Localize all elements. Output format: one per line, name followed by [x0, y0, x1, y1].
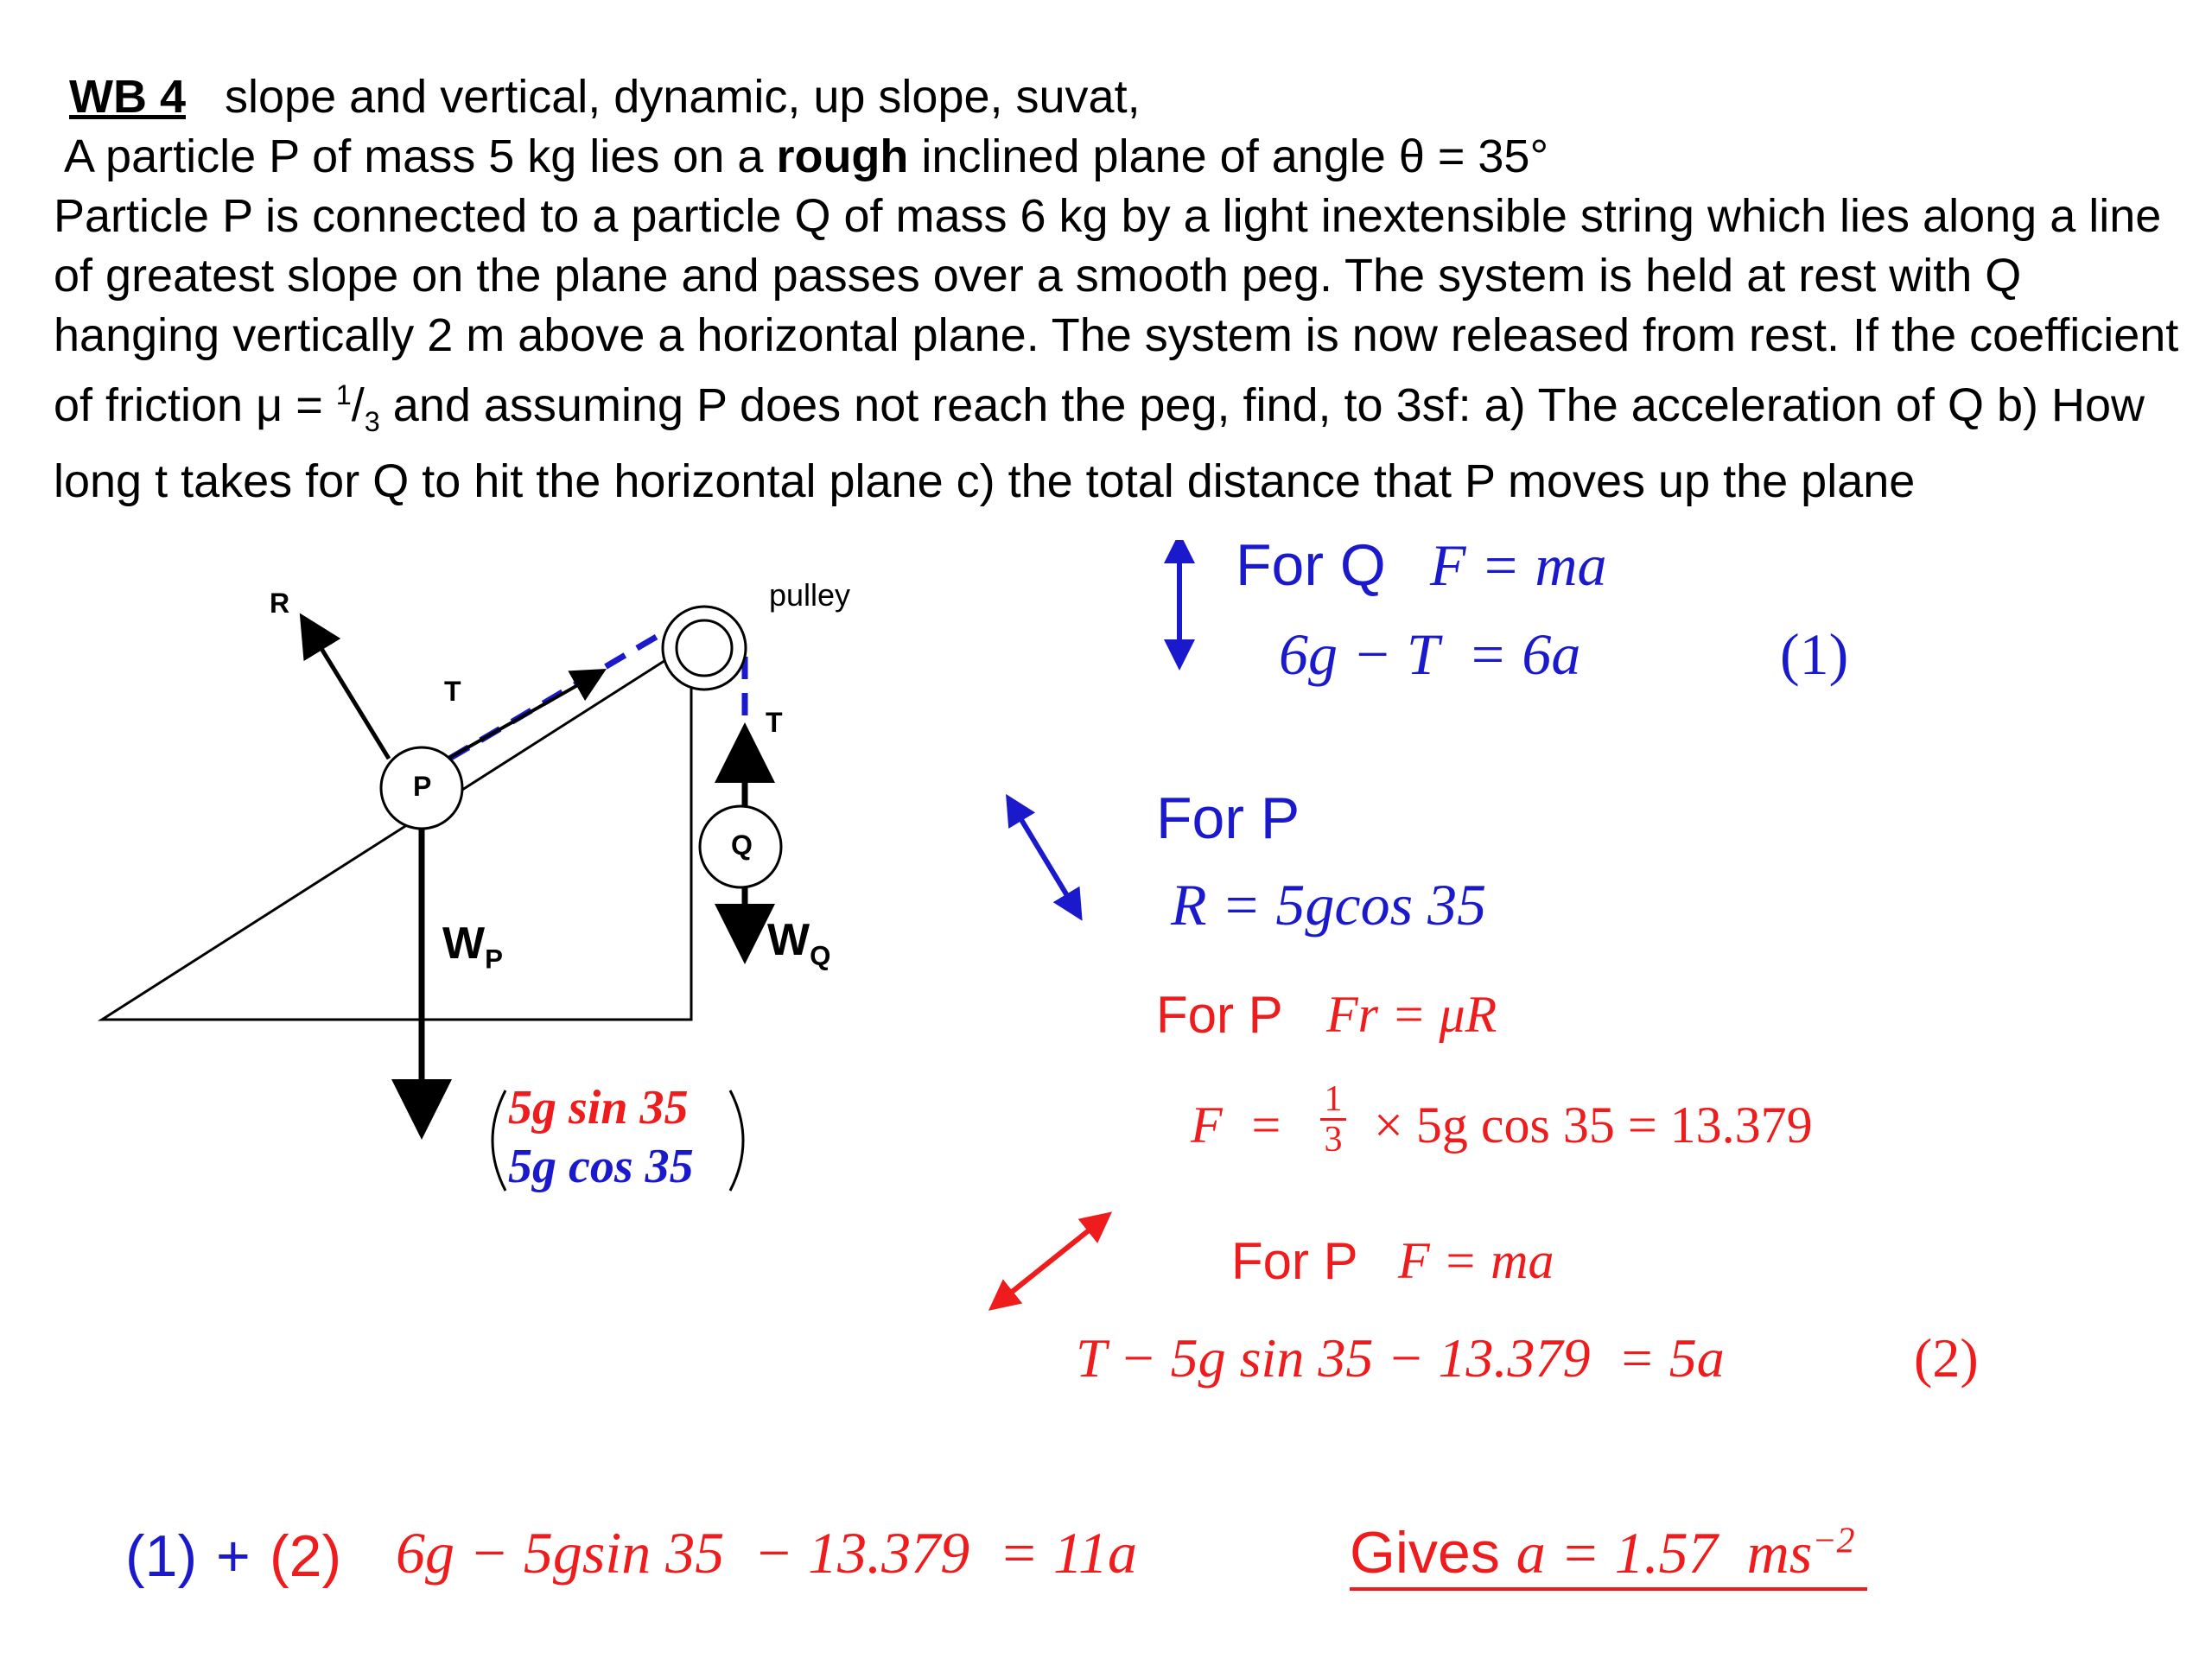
for-p-ma-equation: F = ma	[1398, 1232, 1554, 1289]
for-p-ma-label: For P	[1231, 1232, 1358, 1290]
worked-example-code: WB 4	[69, 71, 186, 123]
equation-2-tag: (2)	[1914, 1327, 1979, 1389]
topic-tags: slope and vertical, dynamic, up slope, suvat,	[225, 71, 1141, 123]
problem-bold-word: rough	[776, 130, 909, 182]
friction-denominator: 3	[1324, 1120, 1343, 1160]
vector-bracket-left	[493, 1090, 505, 1191]
problem-text: inclined plane of angle θ = 35°	[908, 130, 1549, 182]
problem-text: Particle P is connected to a particle Q of mass 6 kg by a light inextensible string which lies along a line of greatest slope on the plane and passes over a smooth peg. The system is held at rest with Q hanging vertically 2 m above a horizontal plane. The system is now released from rest. If the coefficient of friction μ =	[54, 190, 2179, 431]
friction-rhs: × 5g cos 35 = 13.379	[1374, 1096, 1813, 1154]
equation-1-tag: (1)	[1780, 621, 1849, 687]
mu-denominator: 3	[364, 405, 380, 437]
label-q: Q	[731, 830, 753, 861]
combined-equation: 6g − 5gsin 35 − 13.379 = 11a	[396, 1520, 1137, 1586]
label-wp	[442, 918, 503, 975]
label-pulley: pulley	[769, 577, 851, 613]
problem-text: A particle P of mass 5 kg lies on a	[64, 130, 777, 182]
friction-lhs: F =	[1191, 1096, 1284, 1154]
reaction-equation: R = 5gcos 35	[1171, 872, 1487, 938]
label-r: R	[270, 588, 290, 619]
updown-arrow-q	[1162, 540, 1197, 678]
for-p-label: For P	[1156, 785, 1300, 851]
slope-arrow	[1007, 1217, 1106, 1296]
result	[1350, 1519, 1867, 1591]
combine-eq1-ref: (1)	[125, 1523, 198, 1589]
perpendicular-arrow	[1018, 814, 1078, 914]
label-wq	[767, 914, 830, 971]
friction-fraction	[1320, 1080, 1346, 1159]
label-p: P	[413, 771, 432, 802]
vector-top: 5g sin 35	[508, 1081, 689, 1135]
combine-eq2-ref: (2)	[270, 1523, 342, 1589]
result-equation: a = 1.57 ms	[1516, 1520, 1813, 1586]
equation-1: 6g − T = 6a	[1279, 621, 1581, 687]
friction-law: Fr = μR	[1326, 986, 1497, 1043]
label-wp-sub: P	[485, 944, 503, 975]
reaction-arrow	[304, 620, 389, 759]
inclined-plane	[102, 644, 691, 1020]
label-wq-main: W	[767, 915, 810, 965]
for-q-equation: F = ma	[1430, 532, 1607, 598]
label-wp-main: W	[442, 918, 486, 969]
result-exponent: −2	[1812, 1521, 1855, 1561]
result-label: Gives	[1350, 1520, 1500, 1586]
direction-arrows	[950, 518, 1158, 1313]
problem-body: Particle P is connected to a particle Q of mass 6 kg by a light inextensible string which lies along a line of greatest slope on the plane and passes over a smooth peg. The system is held at rest with Q hanging vertically 2 m above a horizontal plane. The system is now released from rest. If the coefficient of friction $\mu = ^1/_3$ and assuming P does not reach the peg, find, to 3sf: a) The acceleration of Q b) How long t takes for Q to hit the horizontal plane c) the total distance that P moves up the plane	[54, 190, 2179, 507]
for-p-friction-label: For P	[1156, 986, 1283, 1044]
combine-plus: +	[216, 1523, 251, 1589]
pulley-inner	[677, 620, 732, 676]
label-t-vertical: T	[766, 707, 783, 738]
friction-numerator: 1	[1320, 1080, 1346, 1121]
vector-bracket-right	[730, 1090, 743, 1191]
label-wq-sub: Q	[810, 940, 831, 971]
label-t-slope: T	[444, 676, 461, 707]
for-q-label: For Q	[1236, 532, 1386, 598]
vector-bottom: 5g cos 35	[508, 1140, 694, 1193]
problem-text: and assuming P does not reach the peg, find, to 3sf: a) The acceleration of Q b) How long t takes for Q to hit the horizontal plane c) the total distance that P moves up the plane	[54, 379, 2145, 507]
equation-2: T − 5g sin 35 − 13.379 = 5a	[1076, 1327, 1725, 1389]
mu-numerator: 1	[335, 379, 352, 410]
